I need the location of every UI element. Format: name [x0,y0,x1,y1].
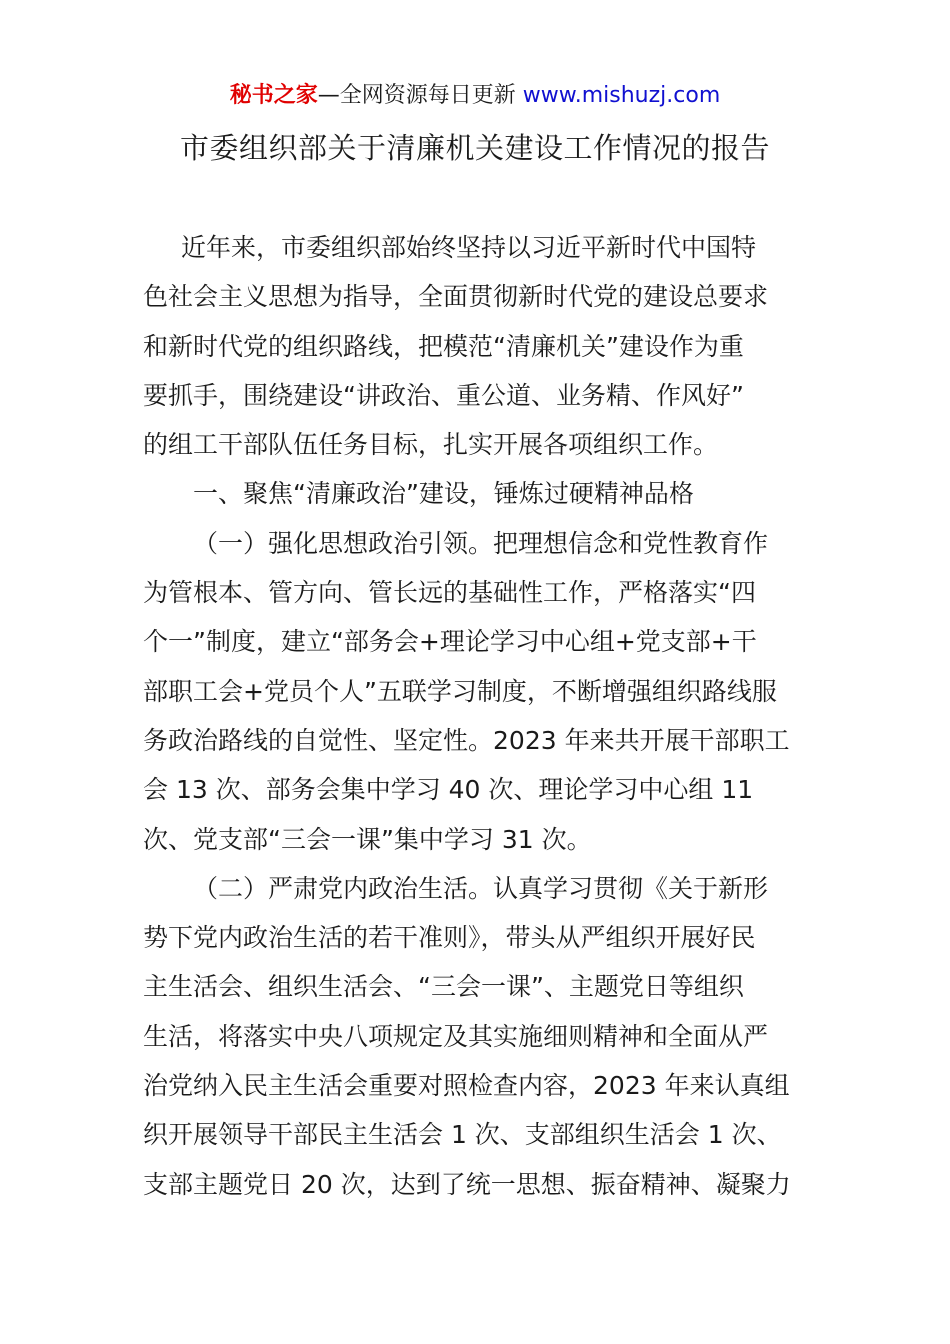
document-body [143,223,808,1209]
paragraph-subsection-1 [143,519,808,864]
text-line: 治党纳入民主生活会重要对照检查内容，2023 年来认真组 [143,1071,790,1101]
text-line: 务政治路线的自觉性、坚定性。2023 年来共开展干部职工 [143,725,790,755]
text-line: （二）严肃党内政治生活。认真学习贯彻《关于新形 [193,873,769,903]
document-title: 市委组织部关于清廉机关建设工作情况的报告 [179,131,770,165]
text-line: 会 13 次、部务会集中学习 40 次、理论学习中心组 11 [143,775,754,805]
text-line: 个一”制度，建立“部务会+理论学习中心组+党支部+干 [143,627,757,657]
site-brand: 秘书之家 [229,83,318,108]
text-line: 支部主题党日 20 次，达到了统一思想、振奋精神、凝聚力 [143,1169,791,1199]
text-line: 为管根本、管方向、管长远的基础性工作，严格落实“四 [143,578,756,608]
text-line: 生活，将落实中央八项规定及其实施细则精神和全面从严 [143,1021,769,1051]
text-line: 要抓手，围绕建设“讲政治、重公道、业务精、作风好” [143,380,744,410]
text-line: 主生活会、组织生活会、“三会一课”、主题党日等组织 [143,972,744,1002]
paragraph-subsection-2 [143,864,808,1209]
section-heading [143,469,808,518]
site-url-link[interactable]: www.mishuzj.com [522,83,721,108]
site-tagline: —全网资源每日更新 [317,83,523,108]
text-line: 色社会主义思想为指导，全面贯彻新时代党的建设总要求 [143,282,769,312]
text-line: 部职工会+党员个人”五联学习制度，不断增强组织路线服 [143,676,777,706]
site-header [0,78,950,114]
text-line: 和新时代党的组织路线，把模范“清廉机关”建设作为重 [143,331,744,361]
text-line: 的组工干部队伍任务目标，扎实开展各项组织工作。 [143,430,719,460]
text-line: 势下党内政治生活的若干准则》，带头从严组织开展好民 [143,923,756,953]
section-heading-line: 一、聚焦“清廉政治”建设，锤炼过硬精神品格 [193,479,694,509]
text-line: 织开展领导干部民主生活会 1 次、支部组织生活会 1 次、 [143,1120,782,1150]
text-line: 近年来，市委组织部始终坚持以习近平新时代中国特 [181,233,757,262]
text-line: （一）强化思想政治引领。把理想信念和党性教育作 [193,528,769,558]
paragraph-intro [143,223,808,469]
text-line: 次、党支部“三会一课”集中学习 31 次。 [143,824,592,854]
